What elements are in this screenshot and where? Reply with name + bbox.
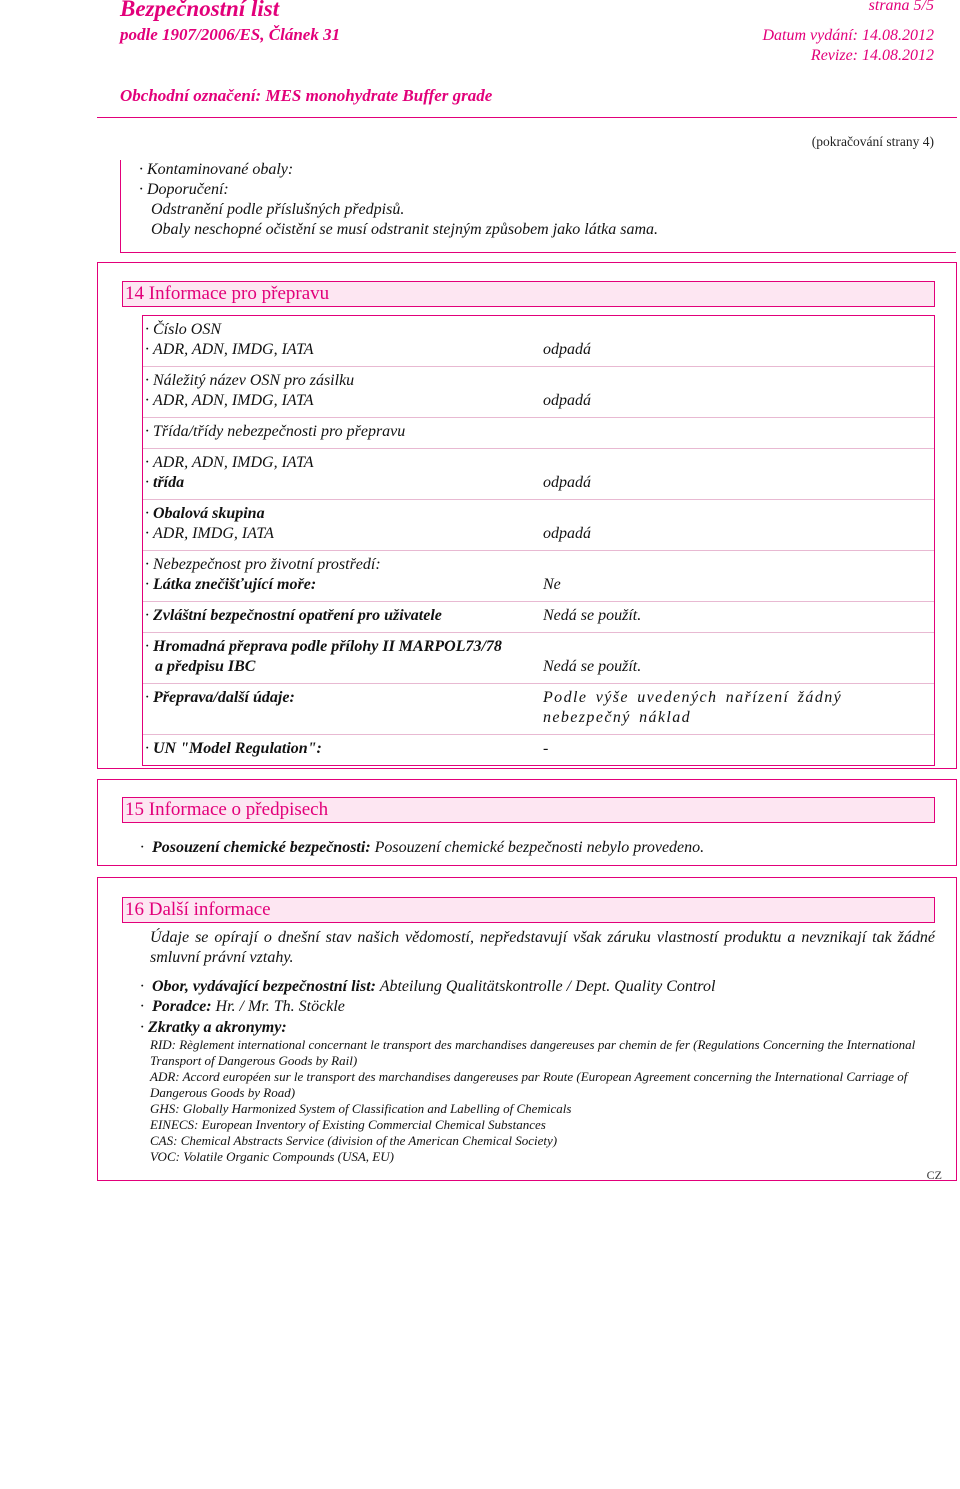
contaminated-packaging-label: · Kontaminované obaly:: [139, 160, 956, 180]
disposal-line-2: Obaly neschopné očistění se musí odstranit stejným způsobem jako látka sama.: [151, 221, 659, 238]
abbreviation-item: VOC: Volatile Organic Compounds (USA, EU): [150, 1149, 394, 1164]
transport-row: [143, 551, 934, 602]
abbreviation-item: RID: Règlement international concernant le transport des marchandises dangereuses par chemin de fer (Regulations Concerning the International Transport of Dangerous Goods by Rail): [150, 1037, 916, 1068]
transport-row-label: · Zvláštní bezpečnostní opatření pro uživatele: [145, 606, 541, 626]
transport-row-label: a předpisu IBC: [155, 658, 256, 675]
abbreviation-item: CAS: Chemical Abstracts Service (division of the American Chemical Society): [150, 1133, 558, 1148]
transport-row-value: odpadá: [543, 525, 591, 542]
contact-value: Hr. / Mr. Th. Stöckle: [215, 998, 345, 1015]
transport-row-labels: [143, 422, 541, 442]
transport-row-value: Nedá se použít.: [543, 607, 642, 624]
transport-row-label: · ADR, ADN, IMDG, IATA: [145, 391, 541, 411]
section-16-header: [122, 897, 935, 923]
recommendation-label: · Doporučení:: [139, 180, 956, 200]
transport-row-label: · Přeprava/další údaje:: [145, 688, 541, 708]
transport-row-label: · Číslo OSN: [145, 320, 541, 340]
transport-row-labels: [143, 688, 541, 728]
transport-row-value: odpadá: [543, 341, 591, 358]
transport-row: [143, 316, 934, 367]
transport-row: [143, 602, 934, 633]
transport-row-value: Podle výše uvedených nařízení žádný nebezpečný náklad: [543, 689, 843, 726]
continued-disposal-block: [120, 160, 956, 253]
transport-row-labels: [143, 504, 541, 544]
transport-row-label: · UN "Model Regulation":: [145, 739, 541, 759]
transport-row-labels: [143, 320, 541, 360]
transport-row-labels: [143, 637, 541, 677]
issuer-line: [140, 977, 715, 997]
transport-row-value: Nedá se použít.: [543, 658, 642, 675]
section-16: [97, 877, 957, 1181]
transport-row-label: · Obalová skupina: [145, 504, 541, 524]
abbreviations-label: · Zkratky a akronymy:: [140, 1018, 287, 1038]
transport-row: [143, 418, 934, 449]
language-code: CZ: [926, 1168, 942, 1182]
transport-row-label: · Třída/třídy nebezpečnosti pro přepravu: [145, 422, 541, 442]
section-15-title: 15 Informace o předpisech: [125, 799, 329, 820]
transport-row-value: -: [543, 740, 549, 757]
abbreviation-item: ADR: Accord européen sur le transport des marchandises dangereuses par Route (European Agreement concerning the International Carriage of Dangerous Goods by Road): [150, 1069, 908, 1100]
transport-row-labels: [143, 739, 541, 759]
transport-row: [143, 684, 934, 735]
transport-row-labels: [143, 371, 541, 411]
revision-date: Revize: 14.08.2012: [810, 47, 934, 64]
section-14-title: 14 Informace pro přepravu: [125, 283, 330, 304]
issuer-value: Abteilung Qualitätskontrolle / Dept. Quality Control: [379, 978, 716, 995]
section-15: [97, 779, 957, 866]
transport-row-labels: [143, 606, 541, 626]
transport-row-labels: [143, 453, 541, 493]
section-14-header: [122, 281, 935, 307]
issue-date: Datum vydání: 14.08.2012: [762, 27, 934, 44]
transport-row: [143, 367, 934, 418]
section-16-title: 16 Další informace: [125, 899, 271, 920]
contact-line: [140, 997, 345, 1017]
chemical-safety-label: Posouzení chemické bezpečnosti:: [152, 839, 371, 856]
transport-row-label: · Látka znečišťující moře:: [145, 575, 541, 595]
page-number: strana 5/5: [868, 0, 934, 14]
transport-row-label: · Nebezpečnost pro životní prostředí:: [145, 555, 541, 575]
issuer-label: Obor, vydávající bezpečnostní list:: [152, 978, 376, 995]
transport-row: [143, 633, 934, 684]
section-15-header: [122, 797, 935, 823]
header-divider: [97, 117, 957, 118]
transport-row-value: odpadá: [543, 392, 591, 409]
transport-row-label: · ADR, ADN, IMDG, IATA: [145, 340, 541, 360]
abbreviation-item: GHS: Globally Harmonized System of Classification and Labelling of Chemicals: [150, 1101, 572, 1116]
transport-row: [143, 735, 934, 765]
transport-row: [143, 500, 934, 551]
document-subtitle: podle 1907/2006/ES, Článek 31: [120, 25, 341, 44]
disposal-line-1: Odstranění podle příslušných předpisů.: [151, 201, 405, 218]
transport-row: [143, 449, 934, 500]
transport-row-value: odpadá: [543, 474, 591, 491]
transport-row-labels: [143, 555, 541, 595]
abbreviation-item: EINECS: European Inventory of Existing Commercial Chemical Substances: [150, 1117, 546, 1132]
transport-row-label: · ADR, ADN, IMDG, IATA: [145, 453, 541, 473]
transport-row-label: · třída: [145, 473, 541, 493]
contact-label: Poradce:: [152, 998, 212, 1015]
document-title: Bezpečnostní list: [120, 0, 280, 21]
continuation-note: (pokračování strany 4): [811, 134, 934, 149]
transport-row-label: · ADR, IMDG, IATA: [145, 524, 541, 544]
transport-row-value: Ne: [543, 576, 561, 593]
trade-name: Obchodní označení: MES monohydrate Buffer grade: [120, 86, 493, 105]
transport-row-label: · Náležitý název OSN pro zásilku: [145, 371, 541, 391]
transport-table: [142, 315, 935, 766]
section-14: [97, 262, 957, 769]
transport-row-label: · Hromadná přeprava podle přílohy II MARPOL73/78: [145, 637, 541, 657]
chemical-safety-assessment: [140, 838, 704, 858]
chemical-safety-value: Posouzení chemické bezpečnosti nebylo provedeno.: [374, 839, 705, 856]
disclaimer-paragraph: Údaje se opírají o dnešní stav našich vědomostí, nepředstavují však záruku vlastností produktu a nevznikají tak žádné smluvní právní vztahy.: [150, 929, 935, 966]
abbreviations-list: [150, 1037, 935, 1165]
transport-row-label: [145, 708, 541, 728]
